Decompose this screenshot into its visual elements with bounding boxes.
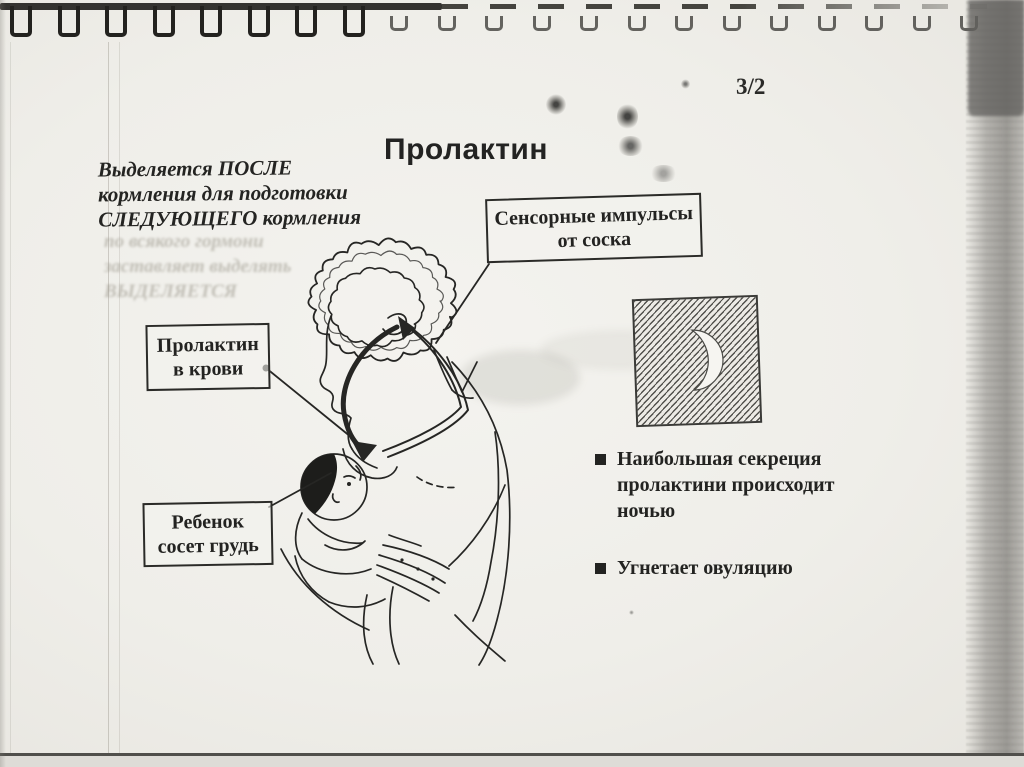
list-item [595, 555, 847, 581]
ink-smudge [681, 79, 690, 89]
callout-baby-suckling [142, 501, 273, 567]
binding-ring [723, 16, 741, 31]
binding-ring [818, 16, 836, 31]
callout-line: в крови [172, 357, 244, 381]
scan-right-edge-dark [968, 0, 1024, 116]
ink-smudge [546, 94, 566, 115]
binding-ring [248, 6, 270, 37]
spiral-binding [0, 0, 1024, 44]
bleedthrough-line: заставляет выделять [104, 256, 292, 277]
note-line: СЛЕДУЮЩЕГО кормления [98, 204, 362, 232]
bleedthrough-text [104, 229, 364, 304]
page-fold-line [108, 42, 109, 755]
binding-ring [865, 16, 883, 31]
callout-sensory-impulses [485, 193, 703, 263]
binding-ring [438, 16, 456, 31]
note-line: кормления для подготовки [97, 179, 348, 207]
binding-ring [58, 6, 80, 37]
list-item [595, 446, 847, 524]
callout-prolactin-in-blood [145, 323, 270, 391]
binding-ring [153, 6, 175, 37]
crescent-moon-icon [634, 297, 756, 421]
ink-smudge [617, 136, 644, 156]
bleedthrough-line: по всякого гормони [104, 231, 264, 252]
callout-line: Пролактин [156, 333, 259, 357]
binding-ring [200, 6, 222, 37]
scan-left-edge [0, 0, 6, 767]
binding-ring [628, 16, 646, 31]
binding-ring [295, 6, 317, 37]
scan-bottom-margin [0, 756, 1024, 767]
release-note [98, 155, 385, 233]
binding-ring [533, 16, 551, 31]
binding-ring [770, 16, 788, 31]
ink-smudge [617, 103, 638, 130]
square-bullet-icon [595, 454, 606, 465]
page-number: 3/2 [736, 74, 766, 99]
facts-list [595, 446, 847, 612]
binding-ring [10, 6, 32, 37]
page-fold-line [119, 42, 120, 755]
page-title: Пролактин [384, 133, 548, 166]
page-fold-line [10, 42, 11, 755]
binding-ring [675, 16, 693, 31]
fact-text: Угнетает овуляцию [617, 557, 793, 579]
binding-ring [343, 6, 365, 37]
callout-line: сосет грудь [157, 534, 259, 558]
note-line: Выделяется ПОСЛЕ [97, 155, 293, 182]
binding-ring [105, 6, 127, 37]
night-symbol [632, 295, 762, 427]
callout-line: от соска [557, 227, 632, 253]
binding-ring [485, 16, 503, 31]
square-bullet-icon [595, 563, 606, 574]
binding-ring [580, 16, 598, 31]
fact-text: Наибольшая секреция пролактини происходит ночью [617, 448, 835, 522]
callout-line: Ребенок [171, 510, 245, 534]
binding-ring [913, 16, 931, 31]
binding-bar-dashes [442, 4, 987, 9]
ink-smudge [649, 165, 678, 182]
binding-ring [390, 16, 408, 31]
callout-line: Сенсорные импульсы [494, 202, 694, 230]
bleedthrough-line: ВЫДЕЛЯЕТСЯ [104, 281, 237, 302]
